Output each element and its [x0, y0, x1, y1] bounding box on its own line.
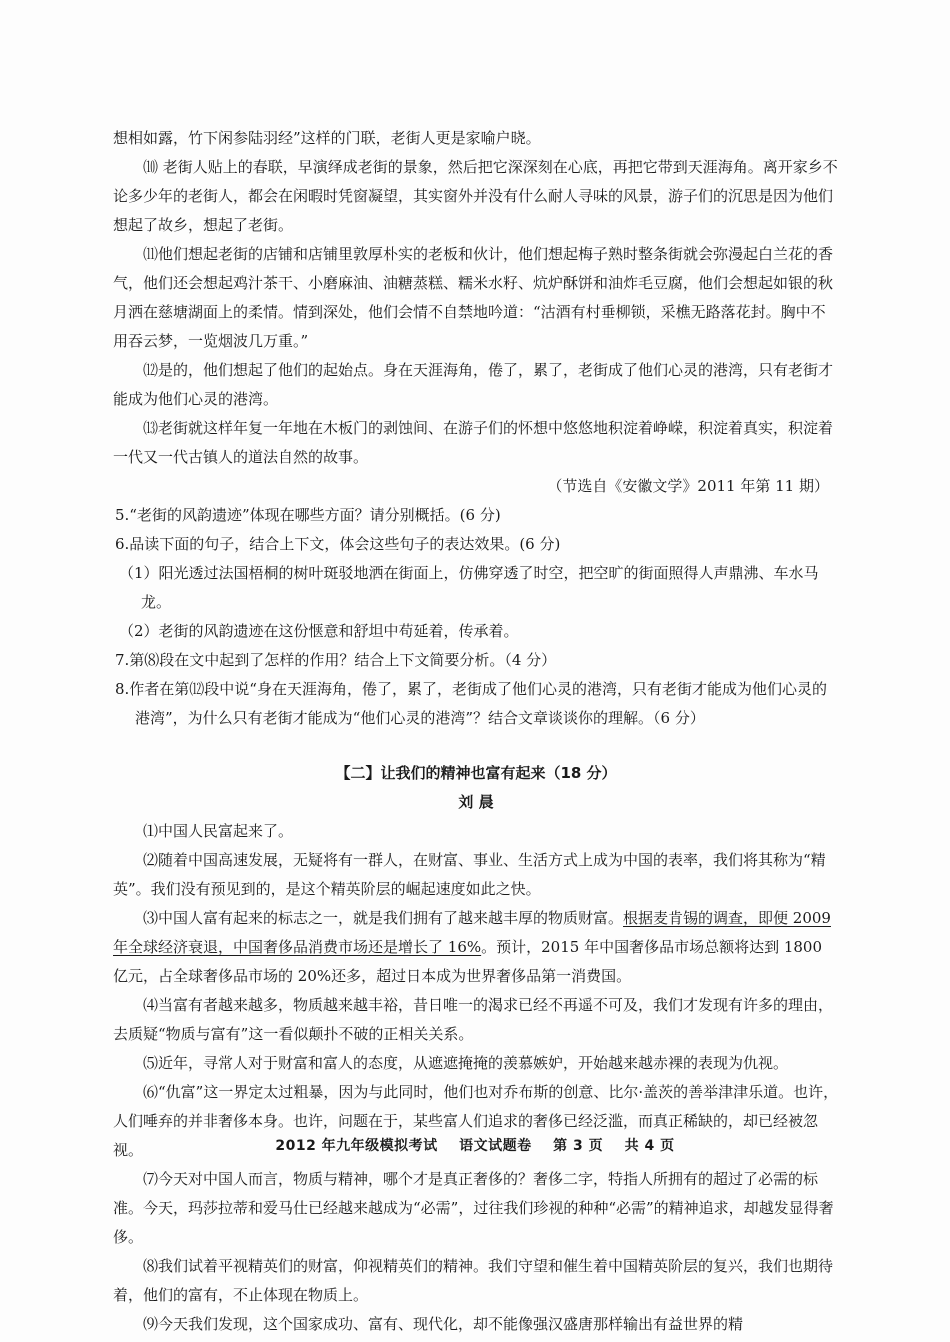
question-6: 6.品读下面的句子，结合上下文，体会这些句子的表达效果。(6 分) [115, 535, 561, 553]
paragraph-10: ⑽ 老街人贴上的春联，早演绎成老街的景象，然后把它深深刻在心底，再把它带到天涯海角。离开家乡不论多少年的老街人，都会在闲暇时凭窗凝望，其实窗外并没有什么耐人寻味的风景，游子们的沉思是因为他们想起了故乡，想起了老街。 [113, 158, 838, 234]
paragraph-13: ⒀老街就这样年复一年地在木板门的剥蚀间、在游子们的怀想中悠悠地积淀着峥嵘，积淀着真实，积淀着一代又一代古镇人的道法自然的故事。 [113, 419, 834, 466]
page-footer: 2012 年九年级模拟考试 语文试题卷 第 3 页 共 4 页 [275, 1138, 675, 1154]
paragraph-6: ⑹“仇富”这一界定太过粗暴，因为与此同时，他们也对乔布斯的创意、比尔·盖茨的善举津津乐道。也许，人们唾弃的并非奢侈本身。也许，问题在于，某些富人们追求的奢侈已经泛滥，而真正稀缺的，却已经被忽视。 [113, 1083, 839, 1159]
paragraph-2: ⑵随着中国高速发展，无疑将有一群人，在财富、事业、生活方式上成为中国的表率，我们将其称为“精英”。我们没有预见到的，是这个精英阶层的崛起速度如此之快。 [113, 851, 826, 898]
paragraph-3-rest: 。预计，2015 年中国奢侈品市场总额将达到 1800 亿元，占全球奢侈品市场的 20%还多，超过日本成为世界奢侈品第一消费国。 [113, 938, 823, 985]
paragraph-7: ⑺今天对中国人而言，物质与精神，哪个才是真正奢侈的？奢侈二字，特指人所拥有的超过了必需的标准。今天，玛莎拉蒂和爱马仕已经越来越成为“必需”，过往我们珍视的种种“必需”的精神追求，却越发显得奢侈。 [113, 1170, 834, 1246]
page-content [113, 124, 839, 1339]
paragraph-9: ⑼今天我们发现，这个国家成功、富有、现代化，却不能像强汉盛唐那样输出有益世界的精 [143, 1315, 744, 1333]
paragraph-1: ⑴中国人民富起来了。 [143, 822, 294, 840]
paragraph-3 [113, 904, 839, 991]
question-6-item-1: （1）阳光透过法国梧桐的树叶斑驳地洒在街面上，仿佛穿透了时空，把空旷的街面照得人声鼎沸、车水马龙。 [119, 564, 819, 611]
question-5: 5.“老街的风韵遗迹”体现在哪些方面？请分别概括。(6 分) [115, 506, 501, 524]
paragraph-3-lead: ⑶中国人富有起来的标志之一，就是我们拥有了越来越丰厚的物质财富。 [143, 909, 624, 927]
paragraph-12: ⑿是的，他们想起了他们的起始点。身在天涯海角，倦了，累了，老街成了他们心灵的港湾，只有老街才能成为他们心灵的港湾。 [113, 361, 834, 408]
source-citation: （节选自《安徽文学》2011 年第 11 期） [547, 477, 829, 495]
paragraph-4: ⑷当富有者越来越多，物质越来越丰裕，昔日唯一的渴求已经不再遥不可及，我们才发现有许多的理由，去质疑“物质与富有”这一看似颠扑不破的正相关关系。 [113, 996, 834, 1043]
question-7: 7.第⑻段在文中起到了怎样的作用？结合上下文简要分析。（4 分） [115, 651, 557, 669]
author-name: 刘 晨 [458, 793, 494, 811]
section-title: 【二】让我们的精神也富有起来（18 分） [335, 764, 617, 782]
paragraph-5: ⑸近年，寻常人对于财富和富人的态度，从遮遮掩掩的羡慕嫉妒，开始越来越赤裸的表现为仇视。 [143, 1054, 789, 1072]
question-6-item-2: （2）老街的风韵遗迹在这份惬意和舒坦中苟延着，传承着。 [119, 622, 519, 640]
question-8: 8.作者在第⑿段中说“身在天涯海角，倦了，累了，老街成了他们心灵的港湾，只有老街才能成为他们心灵的港湾”，为什么只有老街才能成为“他们心灵的港湾”？结合文章谈谈你的理解。（6 分） [115, 680, 827, 727]
paragraph-11: ⑾他们想起老街的店铺和店铺里敦厚朴实的老板和伙计，他们想起梅子熟时整条街就会弥漫起白兰花的香气，他们还会想起鸡汁茶干、小磨麻油、油糖蒸糕、糯米水籽、炕炉酥饼和油炸毛豆腐，他们会想起如银的秋月洒在慈塘湖面上的柔情。情到深处，他们会情不自禁地吟道：“沽酒有村垂柳锁，采樵无路落花封。胸中不用吞云梦，一览烟波几万重。” [113, 245, 834, 350]
underlined-sentence: 根据麦肯锡的调查，即便 2009 年全球经济衰退，中国奢侈品消费市场还是增长了 16% [113, 909, 831, 956]
paragraph-continuation: 想相如露，竹下闲参陆羽经”这样的门联，老街人更是家喻户晓。 [113, 129, 541, 147]
paragraph-8: ⑻我们试着平视精英们的财富，仰视精英们的精神。我们守望和催生着中国精英阶层的复兴，我们也期待着，他们的富有，不止体现在物质上。 [113, 1257, 834, 1304]
